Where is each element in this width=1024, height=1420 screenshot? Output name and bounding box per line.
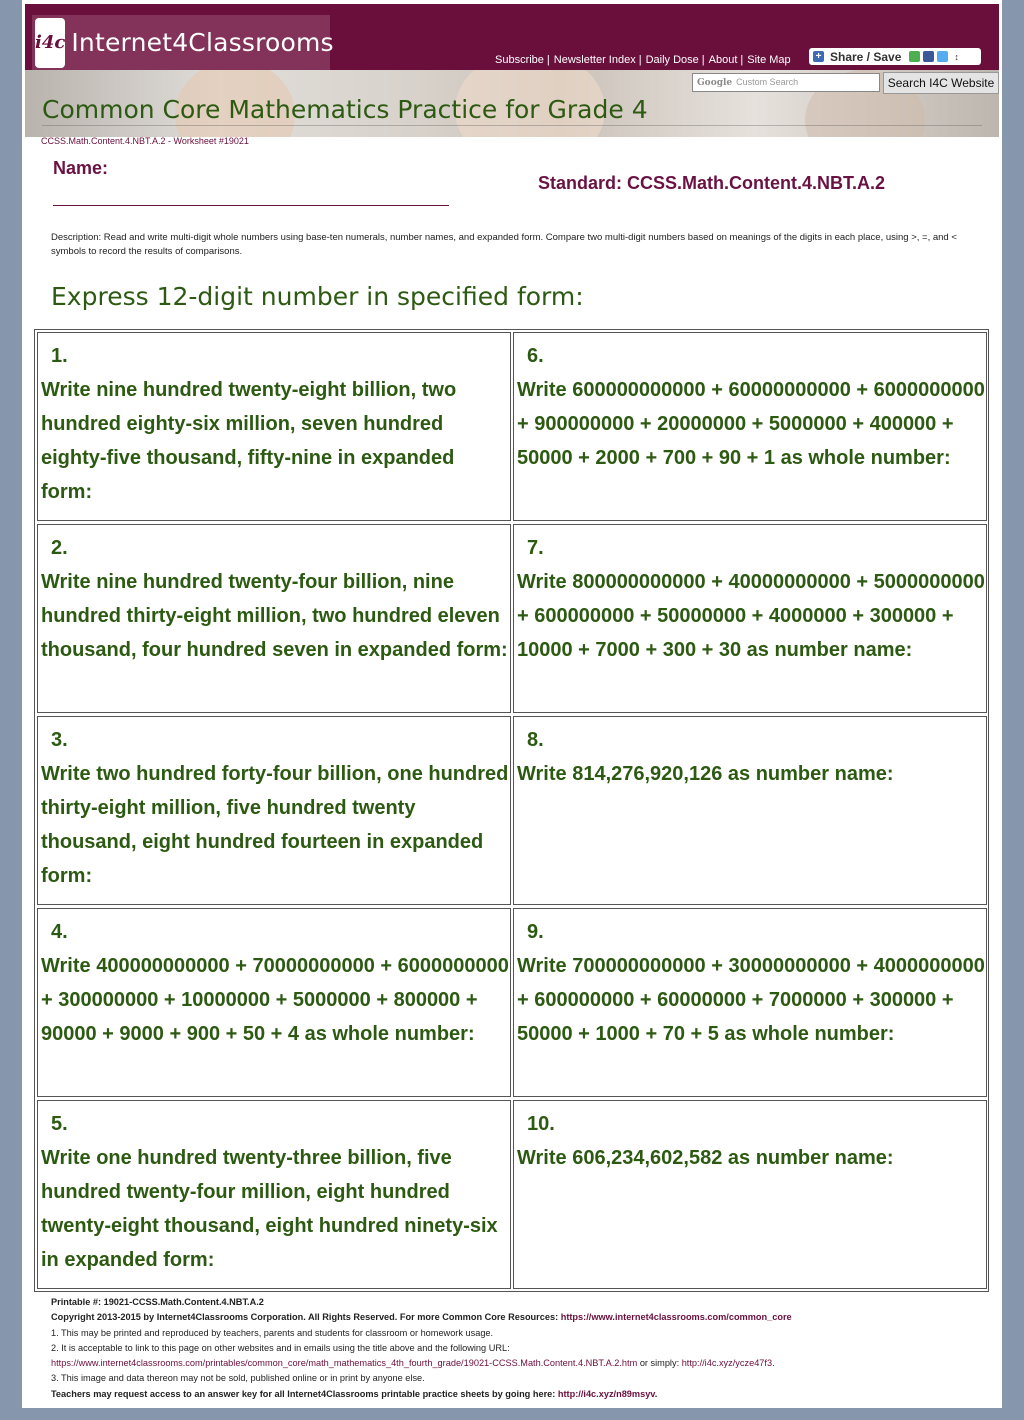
logo-text: Internet4Classrooms: [71, 28, 334, 57]
nav-about[interactable]: About: [708, 54, 738, 66]
question-cell: [37, 524, 511, 713]
site-header: [25, 4, 999, 70]
question-cell: [37, 332, 511, 521]
printable-number: Printable #: 19021-CCSS.Math.Content.4.NBT.A.2: [51, 1297, 264, 1307]
question-text: Write 600000000000 + 60000000000 + 6000000000 + 900000000 + 20000000 + 5000000 + 400000 + 50000 + 2000 + 700 + 90 + 1 as whole number:: [517, 379, 985, 469]
share-icon: [909, 51, 920, 62]
nav-newsletter-index[interactable]: Newsletter Index: [553, 54, 636, 66]
share-save-label: Share / Save: [830, 49, 902, 64]
facebook-icon: [923, 51, 934, 62]
nav-subscribe[interactable]: Subscribe: [495, 54, 544, 66]
divider: [42, 125, 982, 126]
question-number: 10.: [527, 1113, 555, 1135]
copyright: Copyright 2013-2015 by Internet4Classrooms Corporation. All Rights Reserved. For more Common Core Resources:: [51, 1312, 559, 1323]
question-number: 8.: [527, 729, 544, 751]
question-cell: [37, 1100, 511, 1289]
nav-daily-dose[interactable]: Daily Dose: [645, 54, 699, 66]
nav-separator: |: [701, 54, 705, 66]
answer-key-link[interactable]: http://i4c.xyz/n89msyv: [557, 1388, 655, 1399]
answer-key-note: Teachers may request access to an answer key for all Internet4Classrooms printable practice sheets by going here:: [51, 1388, 556, 1399]
question-number: 2.: [51, 537, 68, 559]
worksheet-page: [22, 0, 1002, 1408]
question-cell: [513, 908, 987, 1097]
site-logo[interactable]: [32, 15, 334, 70]
name-label: Name:: [53, 158, 109, 178]
instruction: Express 12-digit number in specified form:: [51, 282, 584, 311]
name-line: [53, 205, 449, 206]
search-button[interactable]: Search I4C Website: [883, 72, 999, 94]
question-cell: [37, 716, 511, 905]
footer: Printable #: 19021-CCSS.Math.Content.4.NBT.A.2 Copyright 2013-2015 by Internet4Classrooms Corporation. All Rights Reserved. For more Common Core Resources: https://www.internet4classrooms.com/common_core 1. This may be printed and reproduced by teachers, parents and students for classroom or homework usage. 2. It is acceptable to link to this page on other websites and in emails using the title above and the following URL: https://www.internet4classrooms.com/printables/common_core/math_mathematics_4th_fourth_grade/19021-CCSS.Math.Content.4.NBT.A.2.htm or simply: http://i4c.xyz/ycze47f3. 3. This image and data thereon may not be sold, published online or in print by anyone else. Teachers may request access to an answer key for all Internet4Classrooms printable practice sheets by going here: http://i4c.xyz/n89msyv.: [51, 1295, 993, 1402]
question-text: Write 606,234,602,582 as number name:: [517, 1147, 894, 1169]
question-number: 9.: [527, 921, 544, 943]
footer-note-3: 3. This image and data thereon may not be sold, published online or in print by anyone else.: [51, 1373, 425, 1384]
question-number: 5.: [51, 1113, 68, 1135]
twitter-icon: [937, 51, 948, 62]
top-nav: [495, 54, 791, 66]
share-save-button[interactable]: [809, 48, 981, 65]
nav-separator: |: [546, 54, 550, 66]
question-cell: [513, 524, 987, 713]
nav-separator: |: [740, 54, 744, 66]
or-simply: or simply:: [639, 1358, 680, 1369]
question-cell: [513, 332, 987, 521]
question-grid: [34, 329, 989, 1292]
short-url-link[interactable]: http://i4c.xyz/ycze47f3: [681, 1358, 773, 1369]
footer-note-1: 1. This may be printed and reproduced by teachers, parents and students for classroom or homework usage.: [51, 1327, 494, 1338]
google-logo: Google: [697, 78, 733, 88]
question-text: Write two hundred forty-four billion, one hundred thirty-eight million, five hundred twenty thousand, eight hundred fourteen in expanded form:: [41, 763, 509, 887]
page-title: Common Core Mathematics Practice for Grade 4: [42, 95, 648, 124]
question-text: Write nine hundred twenty-four billion, nine hundred thirty-eight million, two hundred eleven thousand, four hundred seven in expanded form:: [41, 571, 508, 661]
question-number: 3.: [51, 729, 68, 751]
search-input[interactable]: [692, 73, 880, 92]
question-cell: [513, 1100, 987, 1289]
question-number: 1.: [51, 345, 68, 367]
chevron-updown-icon: ↕: [954, 51, 959, 62]
nav-site-map[interactable]: Site Map: [747, 54, 791, 66]
common-core-link[interactable]: https://www.internet4classrooms.com/common_core: [560, 1312, 792, 1323]
question-text: Write 814,276,920,126 as number name:: [517, 763, 894, 785]
question-number: 7.: [527, 537, 544, 559]
question-cell: [513, 716, 987, 905]
footer-note-2: 2. It is acceptable to link to this page on other websites and in emails using the title above and the following URL:: [51, 1342, 510, 1353]
question-text: Write nine hundred twenty-eight billion, two hundred eighty-six million, seven hundred eighty-five thousand, fifty-nine in expanded form:: [41, 379, 457, 503]
question-number: 6.: [527, 345, 544, 367]
question-cell: [37, 908, 511, 1097]
nav-separator: |: [638, 54, 642, 66]
question-text: Write one hundred twenty-three billion, five hundred twenty-four million, eight hundred twenty-eight thousand, eight hundred ninety-six in expanded form:: [41, 1147, 498, 1271]
description: Description: Read and write multi-digit whole numbers using base-ten numerals, number names, and expanded form. Compare two multi-digit numbers based on meanings of the digits in each place, using >, =, and < symbols to record the results of comparisons.: [51, 232, 957, 257]
worksheet-id: CCSS.Math.Content.4.NBT.A.2 - Worksheet #19021: [41, 136, 249, 146]
question-text: Write 700000000000 + 30000000000 + 4000000000 + 600000000 + 60000000 + 7000000 + 300000 + 50000 + 1000 + 70 + 5 as whole number:: [517, 955, 985, 1045]
standard-label: Standard: CCSS.Math.Content.4.NBT.A.2: [538, 173, 886, 193]
question-text: Write 400000000000 + 70000000000 + 6000000000 + 300000000 + 10000000 + 5000000 + 800000 + 90000 + 9000 + 900 + 50 + 4 as whole number:: [41, 955, 509, 1045]
question-number: 4.: [51, 921, 68, 943]
question-text: Write 800000000000 + 40000000000 + 5000000000 + 600000000 + 50000000 + 4000000 + 300000 + 10000 + 7000 + 300 + 30 as number name:: [517, 571, 985, 661]
plus-icon: +: [813, 51, 824, 62]
worksheet-url-link[interactable]: https://www.internet4classrooms.com/printables/common_core/math_mathematics_4th_fourth_grade/19021-CCSS.Math.Content.4.NBT.A.2.htm: [51, 1358, 638, 1369]
banner: [25, 70, 999, 137]
logo-badge-icon: i4c: [35, 18, 65, 68]
search-placeholder: Custom Search: [736, 77, 799, 87]
